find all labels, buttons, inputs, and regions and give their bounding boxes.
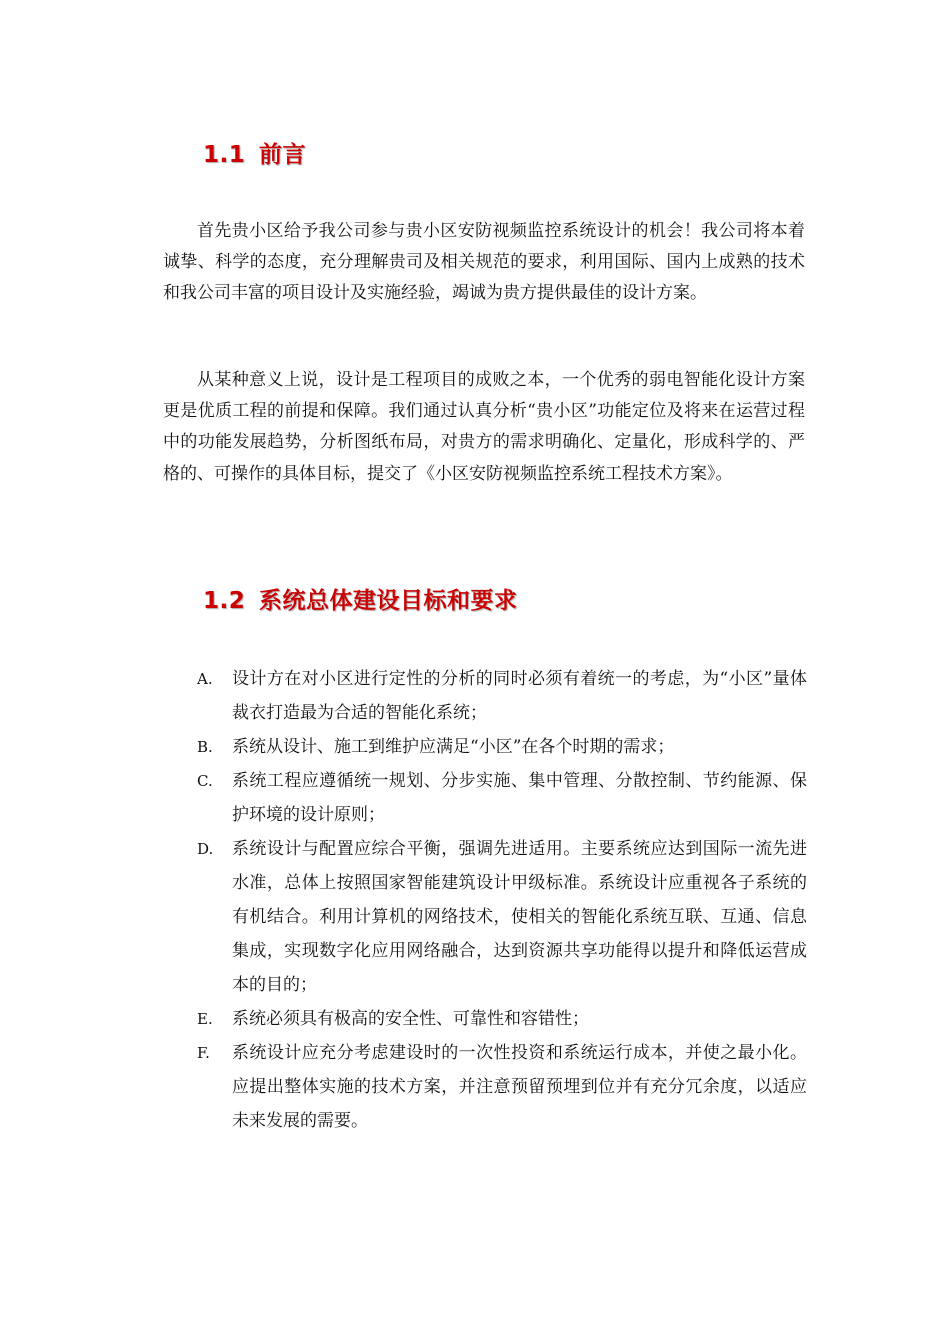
list-item-text: 系统工程应遵循统一规划、分步实施、集中管理、分散控制、节约能源、保护环境的设计原则； [232, 771, 807, 825]
list-item-text: 系统设计应充分考虑建设时的一次性投资和系统运行成本，并使之最小化。应提出整体实施的技术方案，并注意预留预埋到位并有充分冗余度，以适应未来发展的需要。 [232, 1043, 807, 1131]
paragraph-intro-1: 首先贵小区给予我公司参与贵小区安防视频监控系统设计的机会！我公司将本着诚挚、科学的态度，充分理解贵司及相关规范的要求，利用国际、国内上成熟的技术和我公司丰富的项目设计及实施经验，竭诚为贵方提供最佳的设计方案。 [163, 221, 805, 304]
list-marker: F. [197, 1044, 210, 1062]
paragraph-intro-2: 从某种意义上说，设计是工程项目的成败之本，一个优秀的弱电智能化设计方案更是优质工程的前提和保障。我们通过认真分析“贵小区”功能定位及将来在运营过程中的功能发展趋势，分析图纸布局，对贵方的需求明确化、定量化，形成科学的、严格的、可操作的具体目标，提交了《小区安防视频监控系统工程技术方案》。 [163, 370, 805, 484]
section-number: 1.2 [203, 588, 246, 614]
list-marker: C. [197, 772, 213, 790]
list-marker: B. [197, 738, 213, 756]
list-marker: D. [197, 840, 214, 858]
section-number: 1.1 [203, 142, 246, 168]
section-heading-1-2 [203, 582, 518, 615]
list-item [197, 730, 807, 764]
list-item [197, 1002, 807, 1036]
list-item-text: 设计方在对小区进行定性的分析的同时必须有着统一的考虑，为“小区”量体裁衣打造最为合适的智能化系统； [232, 669, 807, 723]
section-title: 系统总体建设目标和要求 [259, 588, 518, 614]
requirements-list [197, 662, 807, 1138]
list-item [197, 764, 807, 832]
list-item [197, 662, 807, 730]
list-marker: E. [197, 1010, 213, 1028]
list-item-text: 系统从设计、施工到维护应满足“小区”在各个时期的需求； [232, 737, 675, 757]
list-item [197, 832, 807, 1002]
list-item-text: 系统必须具有极高的安全性、可靠性和容错性； [232, 1009, 589, 1029]
list-marker: A. [197, 670, 213, 688]
section-heading-1-1 [203, 136, 306, 169]
section-title: 前言 [259, 142, 306, 168]
list-item-text: 系统设计与配置应综合平衡，强调先进适用。主要系统应达到国际一流先进水准，总体上按照国家智能建筑设计甲级标准。系统设计应重视各子系统的有机结合。利用计算机的网络技术，使相关的智能化系统互联、互通、信息集成，实现数字化应用网络融合，达到资源共享功能得以提升和降低运营成本的目的； [232, 839, 807, 995]
list-item [197, 1036, 807, 1138]
